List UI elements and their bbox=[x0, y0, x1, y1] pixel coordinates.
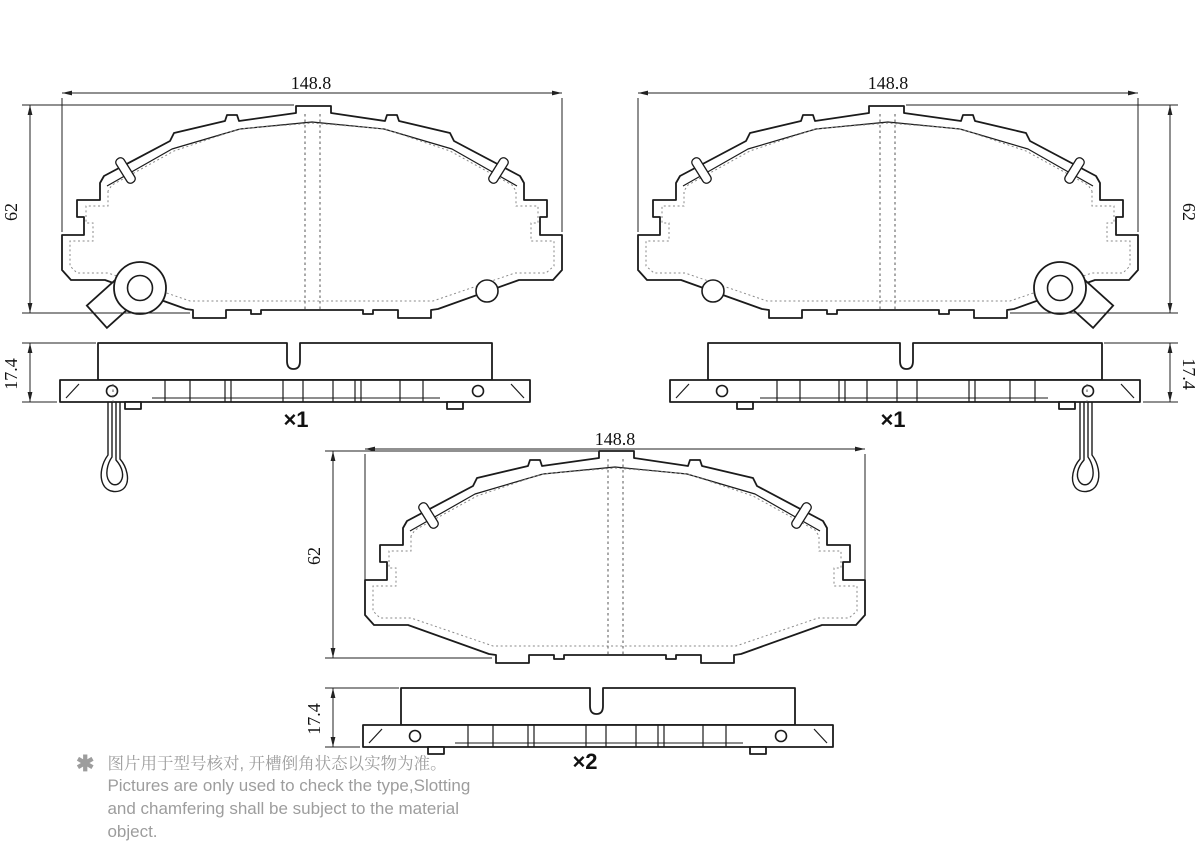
height-dimension-label: 62 bbox=[304, 547, 324, 565]
thickness-dimension-label: 17.4 bbox=[304, 703, 324, 735]
quantity-label: ×1 bbox=[283, 407, 309, 432]
quantity-label: ×1 bbox=[880, 407, 906, 432]
width-dimension-label: 148.8 bbox=[867, 73, 909, 93]
footnote-line-zh: 图片用于型号核对, 开槽倒角状态以实物为准。 bbox=[107, 755, 447, 773]
pad-front-view bbox=[365, 451, 865, 663]
pad-front-view bbox=[638, 106, 1138, 328]
asterisk-icon: ✱ bbox=[76, 751, 95, 776]
footnote bbox=[76, 753, 470, 843]
footnote-line-en: Pictures are only used to check the type,Slotting bbox=[107, 776, 471, 796]
width-dimension-label: 148.8 bbox=[290, 73, 332, 93]
drawing-top-left bbox=[1, 73, 562, 492]
thickness-dimension-label: 17.4 bbox=[1179, 358, 1199, 390]
thickness-dimension-label: 17.4 bbox=[1, 358, 21, 390]
pad-side-view bbox=[363, 688, 833, 754]
drawing-top-right bbox=[638, 73, 1199, 492]
footnote-line-en: object. bbox=[107, 821, 158, 841]
drawing-bottom-center bbox=[304, 429, 865, 774]
footnote-line-en: and chamfering shall be subject to the material bbox=[107, 798, 459, 818]
height-dimension-label: 62 bbox=[1179, 203, 1199, 221]
quantity-label: ×2 bbox=[572, 749, 598, 774]
width-dimension-label: 148.8 bbox=[594, 429, 636, 449]
height-dimension-label: 62 bbox=[1, 203, 21, 221]
pad-front-view bbox=[62, 106, 562, 328]
